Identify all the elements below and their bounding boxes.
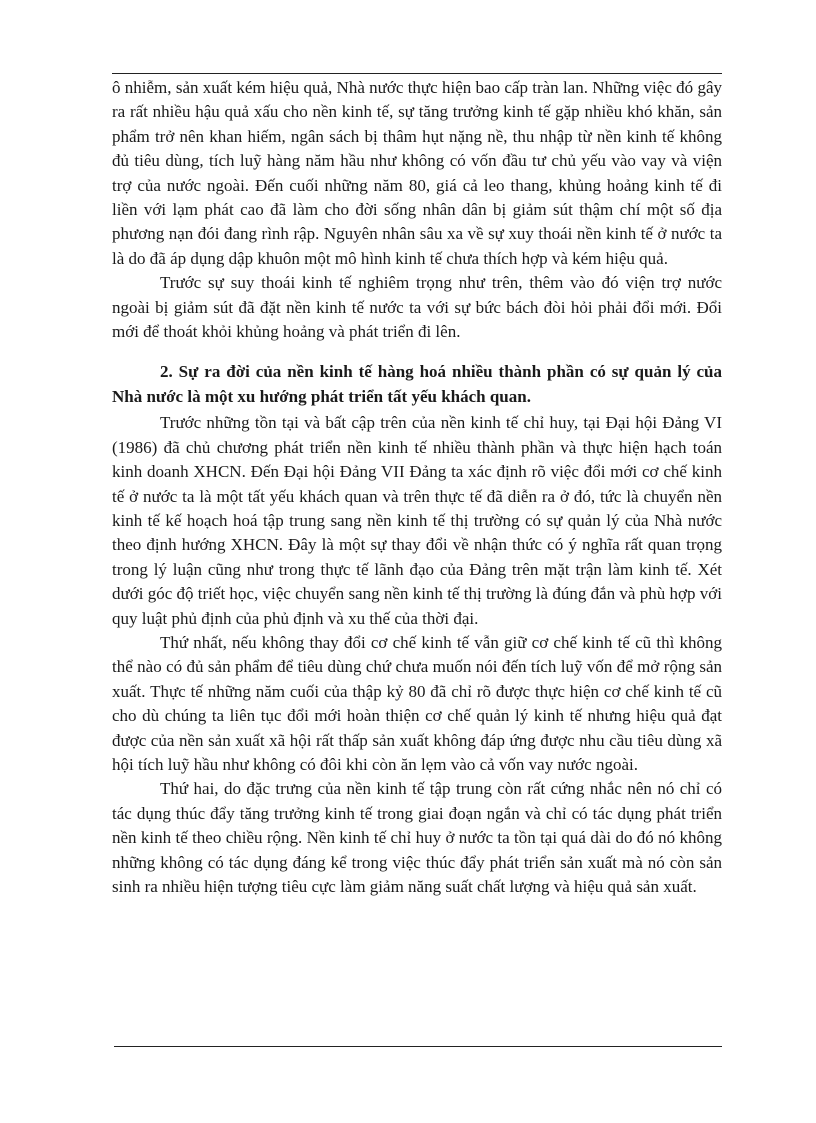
section-heading: 2. Sự ra đời của nền kinh tế hàng hoá nhiều thành phần có sự quản lý của Nhà nước là một xu hướng phát triển tất yếu khách quan. xyxy=(112,362,722,406)
header-rule xyxy=(112,73,722,74)
paragraph-crisis-need-reform: Trước sự suy thoái kinh tế nghiêm trọng như trên, thêm vào đó viện trợ nước ngoài bị giảm sút đã đặt nền kinh tế nước ta với sự bức bách đòi hỏi phải đổi mới. Đổi mới để thoát khỏi khủng hoảng và phát triển đi lên. xyxy=(112,273,722,342)
footer-rule xyxy=(114,1046,722,1047)
paragraph-continuation: ô nhiễm, sản xuất kém hiệu quả, Nhà nước thực hiện bao cấp tràn lan. Những việc đó gây ra rất nhiều hậu quả xấu cho nền kinh tế, sự tăng trưởng kinh tế gặp nhiều khó khăn, sản phẩm trở nên khan hiếm, ngân sách bị thâm hụt nặng nề, thu nhập từ nền kinh tế không đủ tiêu dùng, tích luỹ hàng năm hầu như không có vốn đầu tư chủ yếu vào vay và viện trợ của nước ngoài. Đến cuối những năm 80, giá cả leo thang, khủng hoảng kinh tế đi liền với lạm phát cao đã làm cho đời sống nhân dân bị giảm sút thậm chí một số địa phương nạn đói đang rình rập. Nguyên nhân sâu xa về sự xuy thoái nền kinh tế ở nước ta là do đã áp dụng dập khuôn một mô hình kinh tế chưa thích hợp và kém hiệu quả. xyxy=(112,78,722,268)
paragraph-first-reason: Thứ nhất, nếu không thay đổi cơ chế kinh tế vẫn giữ cơ chế kinh tế cũ thì không thể nào có đủ sản phẩm để tiêu dùng chứ chưa muốn nói đến tích luỹ vốn để mở rộng sản xuất. Thực tế những năm cuối của thập kỷ 80 đã chỉ rõ được thực hiện cơ chế kinh tế cũ cho dù chúng ta liên tục đổi mới hoàn thiện cơ chế quản lý kinh tế nhưng hiệu quả đạt được của nền sản xuất xã hội rất thấp sản xuất không đáp ứng được nhu cầu tiêu dùng xã hội tích luỹ hầu như không có đôi khi còn ăn lẹm vào cả vốn vay nước ngoài. xyxy=(112,632,722,774)
paragraph-party-congress: Trước những tồn tại và bất cập trên của nền kinh tế chỉ huy, tại Đại hội Đảng VI (1986) đã chủ chương phát triển nền kinh tế nhiều thành phần và thực hiện hạch toán kinh doanh XHCN. Đến Đại hội Đảng VII Đảng ta xác định rõ việc đổi mới cơ chế kinh tế ở nước ta là một tất yếu khách quan và trên thực tế đã diễn ra ở đó, tức là chuyển nền kinh tế kế hoạch hoá tập trung sang nền kinh tế thị trường có sự quản lý của Nhà nước theo định hướng XHCN. Đây là một sự thay đổi về nhận thức có ý nghĩa rất quan trọng trong lý luận cũng như trong thực tế lãnh đạo của Đảng trên mặt trận làm kinh tế. Xét dưới góc độ triết học, việc chuyển sang nền kinh tế thị trường là đúng đắn và phù hợp với quy luật phủ định của phủ định và xu thế của thời đại. xyxy=(112,413,722,628)
document-page xyxy=(112,76,722,899)
paragraph-second-reason: Thứ hai, do đặc trưng của nền kinh tế tập trung còn rất cứng nhắc nên nó chỉ có tác dụng thúc đẩy tăng trưởng kinh tế trong giai đoạn ngắn và chỉ có tác dụng phát triển nền kinh tế theo chiều rộng. Nền kinh tế chỉ huy ở nước ta tồn tại quá dài do đó nó không những không có tác dụng đáng kể trong việc thúc đẩy phát triển sản xuất mà nó còn sản sinh ra nhiều hiện tượng tiêu cực làm giảm năng suất chất lượng và hiệu quả sản xuất. xyxy=(112,779,722,896)
